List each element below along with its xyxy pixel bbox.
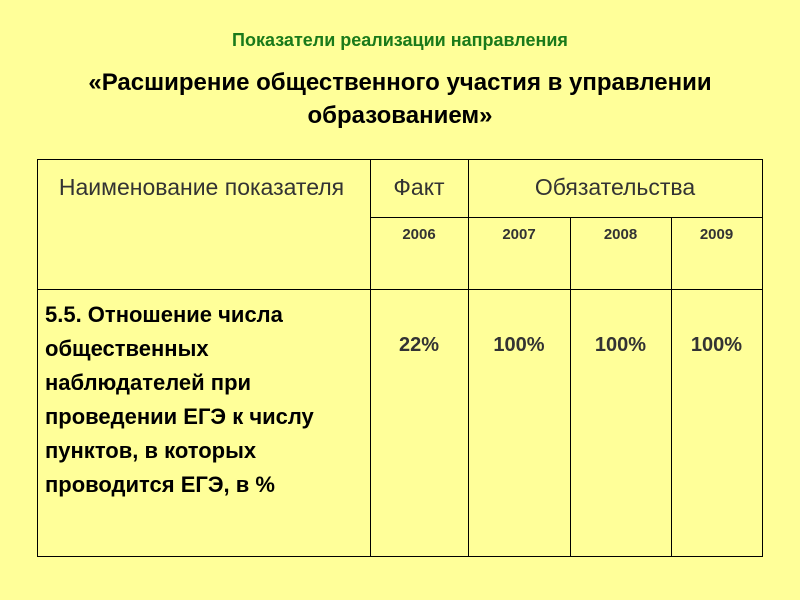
table-col-divider-1 [370,159,371,556]
year-2009: 2009 [699,226,734,243]
table-border-left [37,159,38,556]
table-header-divider [370,217,763,218]
table-border-bottom [37,556,763,557]
year-2006: 2006 [402,226,436,243]
table-border-top [37,159,763,160]
slide-subtitle: Показатели реализации направления [232,30,568,50]
table-body-divider [37,289,763,290]
slide-title: «Расширение общественного участия в управлении образованием» [88,69,712,129]
value-2008: 100% [594,334,647,356]
table-col-divider-2 [468,159,469,556]
year-2007: 2007 [502,226,536,243]
value-2009: 100% [690,334,743,356]
table-col-divider-3 [570,217,571,556]
table-col-divider-4 [671,217,672,556]
value-2006: 22% [398,334,440,356]
value-2007: 100% [493,334,545,356]
year-2008: 2008 [603,226,638,243]
table-border-right [762,159,763,556]
row-label: 5.5. Отношение числа общественных наблюдателей при проведении ЕГЭ к числу пунктов, в которых проводится ЕГЭ, в % [45,302,314,497]
header-name: Наименование показателя [58,174,345,200]
header-obligations: Обязательства [534,174,696,200]
header-fact: Факт [393,174,445,200]
